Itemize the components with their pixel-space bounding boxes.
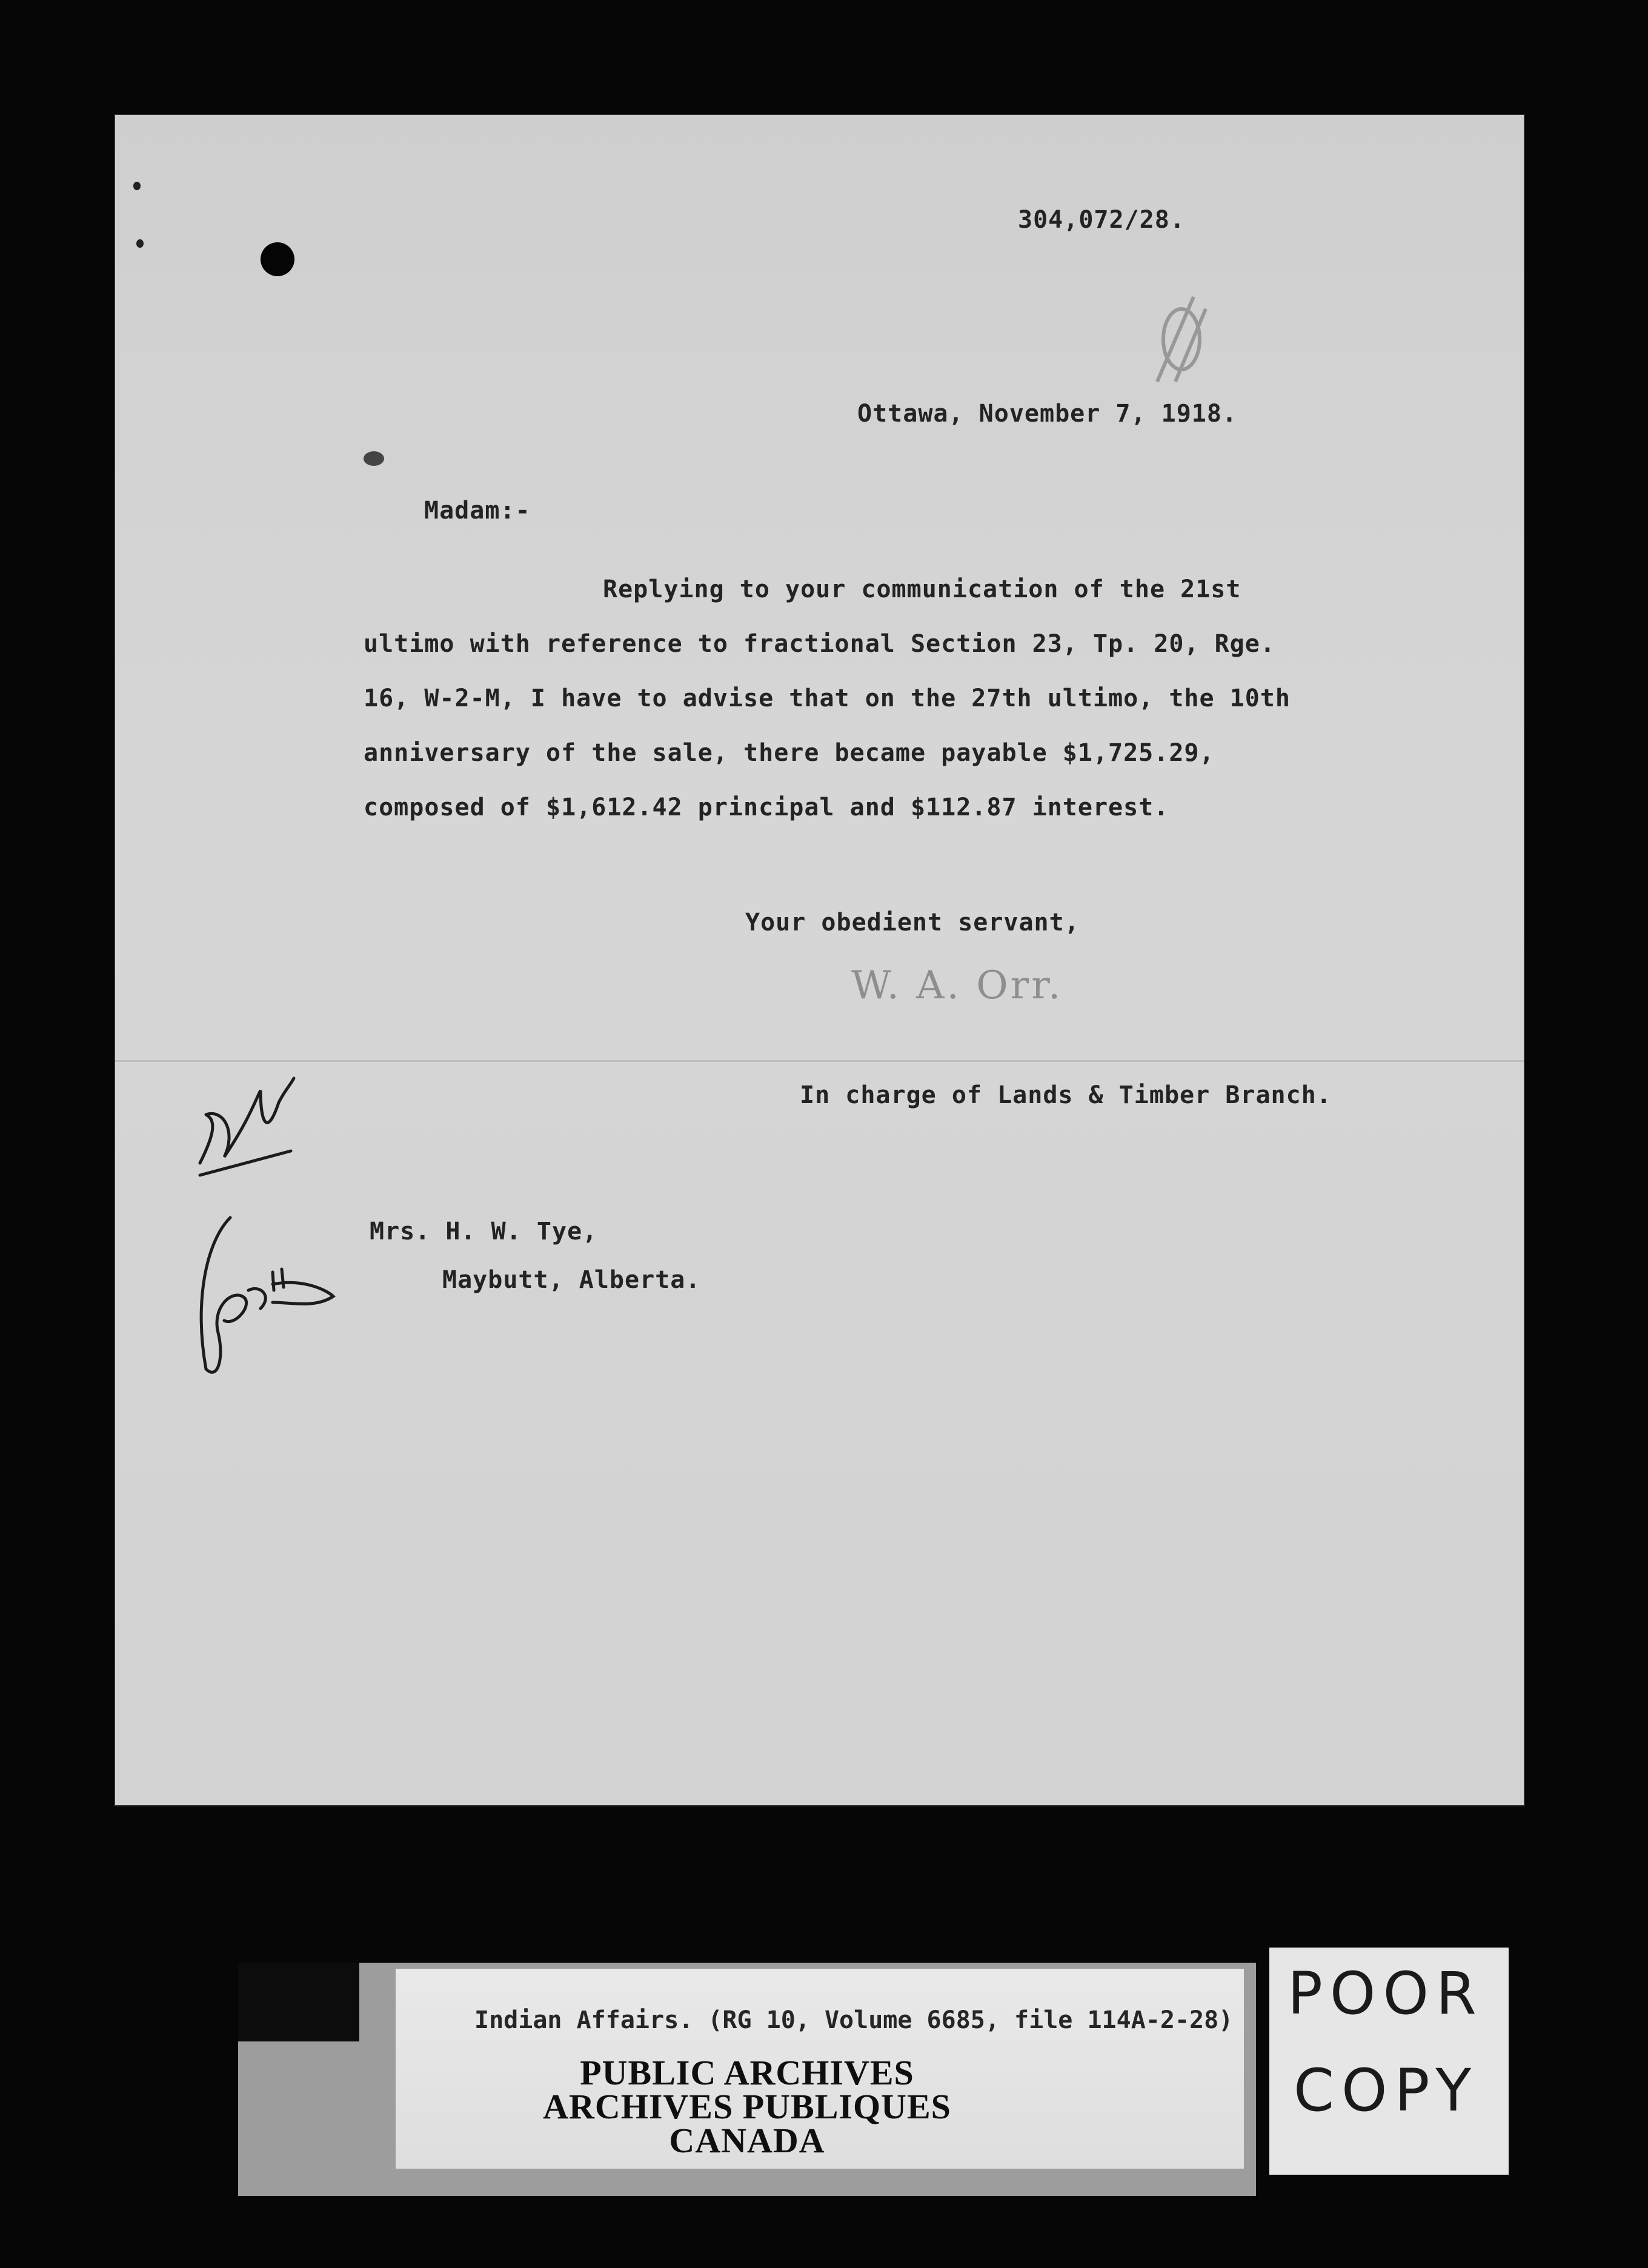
punch-hole [261,242,294,276]
closing: Your obedient servant, [745,909,1080,937]
received-stamp-mark [1139,291,1212,388]
archive-country: CANADA [669,2121,825,2160]
archive-label [238,1963,1256,2196]
body-line: 16, W-2-M, I have to advise that on the 27th ultimo, the 10th [364,685,1291,712]
recipient-name: Mrs. H. W. Tye, [370,1218,598,1245]
handwritten-initials [188,1066,297,1187]
signature-stamp: W. A. Orr. [851,963,1063,1008]
letter-sheet [115,115,1524,1805]
poor-copy-card [1269,1948,1509,2175]
speck [364,451,384,466]
body-line: ultimo with reference to fractional Section 23, Tp. 20, Rge. [364,630,1275,658]
archive-citation: Indian Affairs. (RG 10, Volume 6685, file 114A-2-28) [474,2006,1234,2034]
salutation: Madam:- [424,497,531,525]
file-reference: 304,072/28. [1018,206,1185,234]
handwritten-initials [182,1205,339,1387]
speck [136,239,144,248]
poor-copy-line2: COPY [1294,2057,1479,2124]
poor-copy-line1: POOR [1288,1960,1484,2028]
body-line: composed of $1,612.42 principal and $112.87 interest. [364,794,1169,821]
recipient-address: Maybutt, Alberta. [442,1266,701,1294]
signatory-title: In charge of Lands & Timber Branch. [800,1081,1332,1109]
archive-name-fr: ARCHIVES PUBLIQUES [543,2087,951,2126]
speck [133,182,141,190]
body-line: anniversary of the sale, there became payable $1,725.29, [364,739,1215,767]
date-line: Ottawa, November 7, 1918. [857,400,1238,428]
archive-name-en: PUBLIC ARCHIVES [580,2053,914,2092]
body-line: Replying to your communication of the 21st [603,575,1241,603]
